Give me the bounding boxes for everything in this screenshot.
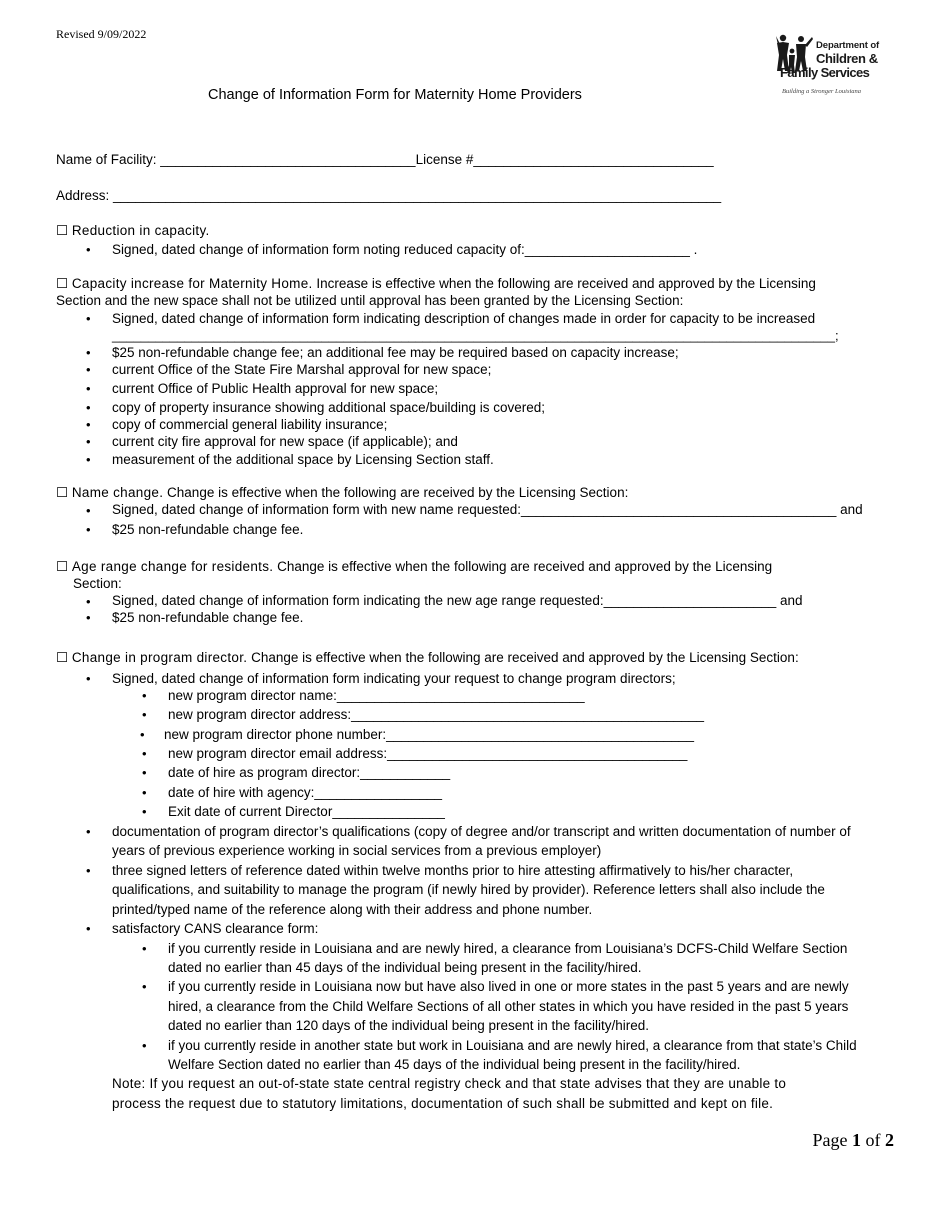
cans-item-text: if you currently reside in another state but work in Louisiana and are newly hired, a clearance from that state’s Child [168, 1038, 857, 1053]
cans-item-text: dated no earlier than 45 days of the individual being present in the facility/hired. [168, 960, 642, 975]
age-range-heading: ☐ Age range change for residents. Change is effective when the following are received and approved by the Licensing [56, 559, 773, 574]
name-change-bullet: $25 non-refundable change fee. [112, 522, 304, 537]
cans-item-text: if you currently reside in Louisiana now but have also lived in one or more states in the past 5 years and are newly [168, 979, 849, 994]
facility-license-row [56, 151, 714, 169]
bullet-icon: • [86, 362, 91, 377]
bullet-icon: • [86, 610, 91, 625]
new-name-field[interactable]: Signed, dated change of information form with new name requested:__________________________________________ and [112, 502, 863, 517]
director-heading: ☐ Change in program director. Change is effective when the following are received and approved by the Licensing Section: [56, 650, 799, 665]
capacity-intro: Section and the new space shall not be utilized until approval has been granted by the Licensing Section: [56, 293, 684, 308]
reduction-bullet[interactable]: Signed, dated change of information form noting reduced capacity of:______________________ . [112, 242, 698, 257]
bullet-icon: • [142, 688, 147, 703]
capacity-bullet: current Office of Public Health approval for new space; [112, 381, 439, 396]
bullet-icon: • [142, 979, 147, 994]
bullet-icon: • [86, 311, 91, 326]
bullet-icon: • [142, 765, 147, 780]
capacity-bullet: current city fire approval for new space (if applicable); and [112, 434, 458, 449]
bullet-icon: • [142, 707, 147, 722]
bullet-icon: • [86, 503, 91, 518]
bullet-icon: • [86, 594, 91, 609]
revised-date: Revised 9/09/2022 [56, 27, 147, 41]
logo-children-text: Children & [816, 50, 878, 66]
bullet-icon: • [86, 921, 91, 936]
bullet-icon: • [86, 671, 91, 686]
logo-family-text: Family Services [780, 64, 870, 80]
bullet-icon: • [86, 381, 91, 396]
capacity-bullet: $25 non-refundable change fee; an additional fee may be required based on capacity increase; [112, 345, 679, 360]
reduction-heading: ☐ Reduction in capacity. [56, 223, 210, 238]
age-range-bullet: $25 non-refundable change fee. [112, 610, 304, 625]
bullet-icon: • [142, 1038, 147, 1053]
director-name-field[interactable]: new program director name:_________________________________ [168, 688, 585, 703]
address-field[interactable]: _________________________________________________________________________________ [113, 188, 722, 203]
license-label: License # [415, 152, 474, 167]
bullet-icon: • [86, 242, 91, 257]
note-text: process the request due to statutory limitations, documentation of such shall be submitted and kept on file. [112, 1096, 774, 1111]
director-checkbox[interactable]: ☐ [56, 650, 69, 665]
address-label: Address: [56, 188, 114, 203]
director-hire-date-field[interactable]: date of hire as program director:____________ [168, 765, 451, 780]
bullet-icon: • [86, 452, 91, 467]
reduction-checkbox[interactable]: ☐ [56, 223, 69, 238]
capacity-bullet: copy of property insurance showing additional space/building is covered; [112, 400, 546, 415]
references-text: printed/typed name of the reference along with their address and phone number. [112, 902, 593, 917]
logo-tagline: Building a Stronger Louisiana [782, 88, 862, 95]
capacity-bullet: measurement of the additional space by Licensing Section staff. [112, 452, 494, 467]
facility-name-field[interactable]: __________________________________ [160, 152, 416, 167]
director-email-field[interactable]: new program director email address:________________________________________ [168, 746, 688, 761]
name-change-heading: ☐ Name change. Change is effective when the following are received by the Licensing Section: [56, 485, 629, 500]
capacity-bullet: copy of commercial general liability insurance; [112, 417, 388, 432]
bullet-icon: • [86, 824, 91, 839]
page-number: Page 1 of 2 [812, 1130, 894, 1150]
logo-department-text: Department of [816, 40, 880, 51]
cans-item-text: if you currently reside in Louisiana and are newly hired, a clearance from Louisiana’s DCFS-Child Welfare Section [168, 941, 848, 956]
bullet-icon: • [142, 804, 147, 819]
bullet-icon: • [86, 400, 91, 415]
cans-item-text: Welfare Section dated no earlier than 45 days of the individual being present in the facility/hired. [168, 1057, 741, 1072]
capacity-changes-field[interactable]: ____________________________________________________________________________________________________; [112, 328, 839, 343]
address-row [56, 187, 721, 205]
capacity-bullet: Signed, dated change of information form indicating description of changes made in order for capacity to be increased [112, 311, 816, 326]
page-title: Change of Information Form for Maternity Home Providers [208, 87, 582, 103]
dcfs-logo [774, 33, 892, 101]
director-phone-field[interactable]: new program director phone number:_________________________________________ [164, 727, 694, 742]
facility-label: Name of Facility: [56, 152, 161, 167]
capacity-checkbox[interactable]: ☐ [56, 276, 69, 291]
name-change-checkbox[interactable]: ☐ [56, 485, 69, 500]
agency-hire-date-field[interactable]: date of hire with agency:_________________ [168, 785, 442, 800]
director-address-field[interactable]: new program director address:_______________________________________________ [168, 707, 704, 722]
bullet-icon: • [86, 434, 91, 449]
references-text: qualifications, and suitability to manage the program (if newly hired by provider). Reference letters shall also include the [112, 882, 825, 897]
capacity-heading: ☐ Capacity increase for Maternity Home. Increase is effective when the following are received and approved by the Licensing [56, 276, 816, 291]
bullet-icon: • [142, 785, 147, 800]
cans-item-text: dated no earlier than 120 days of the individual being present in the facility/hired. [168, 1018, 650, 1033]
exit-date-field[interactable]: Exit date of current Director_______________ [168, 804, 445, 819]
references-text: three signed letters of reference dated within twelve months prior to hire attesting affirmatively to his/her character, [112, 863, 794, 878]
bullet-icon: • [86, 522, 91, 537]
bullet-icon: • [142, 941, 147, 956]
bullet-icon: • [86, 417, 91, 432]
qualifications-text: years of previous experience working in social services from a previous employer) [112, 843, 602, 858]
cans-text: satisfactory CANS clearance form: [112, 921, 319, 936]
bullet-icon: • [142, 746, 147, 761]
bullet-icon: • [86, 345, 91, 360]
director-bullet: Signed, dated change of information form indicating your request to change program directors; [112, 671, 676, 686]
cans-item-text: hired, a clearance from the Child Welfare Sections of all other states in which you have resided in the past 5 years [168, 999, 849, 1014]
qualifications-text: documentation of program director’s qualifications (copy of degree and/or transcript and written documentation of number of [112, 824, 851, 839]
bullet-icon: • [86, 863, 91, 878]
license-number-field[interactable]: ________________________________ [473, 152, 714, 167]
age-range-intro: Section: [73, 576, 122, 591]
age-range-field[interactable]: Signed, dated change of information form indicating the new age range requested:_______________________ and [112, 593, 803, 608]
capacity-bullet: current Office of the State Fire Marshal approval for new space; [112, 362, 492, 377]
bullet-icon: • [140, 727, 145, 742]
note-text: Note: If you request an out-of-state state central registry check and that state advises that they are unable to [112, 1076, 787, 1091]
age-range-checkbox[interactable]: ☐ [56, 559, 69, 574]
